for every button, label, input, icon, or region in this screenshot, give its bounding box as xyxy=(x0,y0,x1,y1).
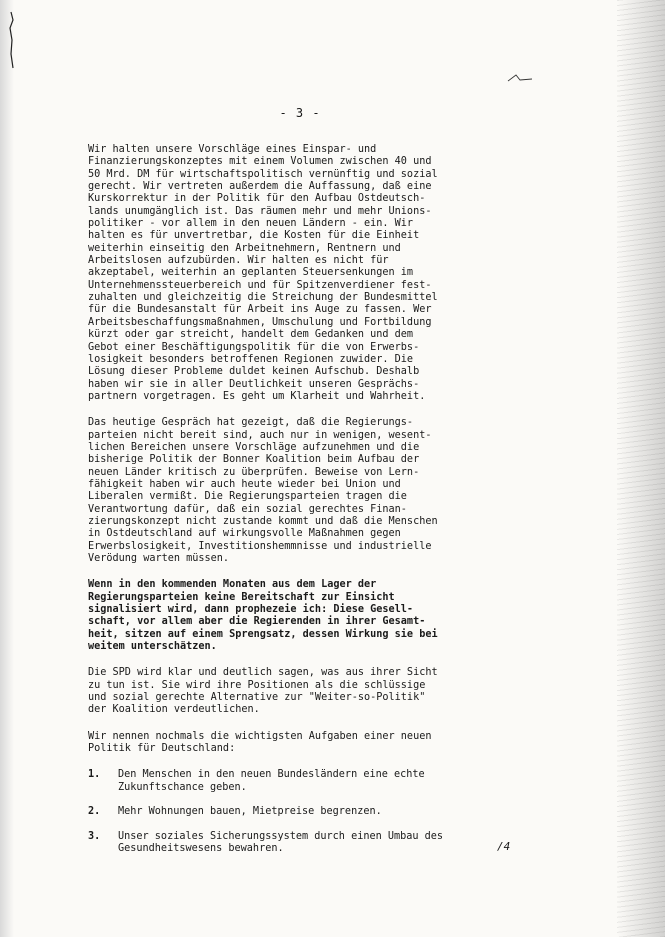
paragraph: Das heutige Gespräch hat gezeigt, daß die Regierungs- parteien nicht bereit sind, auch nur in wenigen, wesent- lichen Bereichen unsere Vorschläge aufzunehmen und die bisherige Politik der Bonner Koalition beim Aufbau der neuen Länder kritisch zu überprüfen. Beweise von Lern- fähigkeit haben wir auch heute wieder bei Union und Liberalen vermißt. Die Regierungsparteien tragen die Verantwortung dafür, daß ein sozial gerechtes Finan- zierungskonzept nicht zustande kommt und daß die Menschen in Ostdeutschland auf wirkungsvolle Maßnahmen gegen Erwerbslosigkeit, Investitionshemmnisse und industrielle Verödung warten müssen. xyxy=(88,417,438,564)
scan-shadow-right xyxy=(617,0,665,937)
list-item-text: Mehr Wohnungen bauen, Mietpreise begrenzen. xyxy=(118,806,382,818)
list-number: 1. xyxy=(88,769,101,781)
continuation-marker: /4 xyxy=(497,840,511,853)
list-intro-paragraph: Wir nennen nochmals die wichtigsten Aufgaben einer neuen Politik für Deutschland: xyxy=(88,730,432,755)
list-item-text: Unser soziales Sicherungssystem durch einen Umbau des Gesundheitswesens bewahren. xyxy=(118,830,444,854)
page-number: - 3 - xyxy=(279,106,321,120)
stray-pen-mark xyxy=(506,72,534,84)
paragraph: Die SPD wird klar und deutlich sagen, was aus ihrer Sicht zu tun ist. Sie wird ihre Positionen als die schlüssige und sozial gerechte Alternative zur "Weiter-so-Politik" der Koalition verdeutlichen. xyxy=(88,667,438,716)
list-item xyxy=(88,769,508,794)
numbered-list xyxy=(88,769,511,855)
letter-body xyxy=(88,144,511,867)
list-number: 2. xyxy=(88,806,101,818)
scan-corner-mark xyxy=(4,10,18,70)
list-item xyxy=(88,830,511,856)
emphasized-paragraph: Wenn in den kommenden Monaten aus dem Lager der Regierungsparteien keine Bereitschaft zur Einsicht signalisiert wird, dann prophezeie ich: Diese Gesell- schaft, vor allem aber die Regierenden in ihrer Gesamt- heit, sitzen auf einem Sprengsatz, dessen Wirkung sie bei weitem unterschätzen. xyxy=(88,579,438,653)
paragraph: Wir halten unsere Vorschläge eines Einspar- und Finanzierungskonzeptes mit einem Volumen zwischen 40 und 50 Mrd. DM für wirtschaftspolitisch vernünftig und sozial gerecht. Wir vertreten außerdem die Auffassung, daß eine Kurskorrektur in der Politik für den Aufbau Ostdeutsch- lands unumgänglich ist. Das räumen mehr und mehr Unions- politiker - vor allem in den neuen Ländern - ein. Wir halten es für unvertretbar, die Kosten für die Einheit weiterhin einseitig den Arbeitnehmern, Rentnern und Arbeitslosen aufzubürden. Wir halten es nicht für akzeptabel, weiterhin an geplanten Steuersenkungen im Unternehmenssteuerbereich und für Spitzenverdiener fest- zuhalten und gleichzeitig die Streichung der Bundesmittel für die Bundesanstalt für Arbeit ins Auge zu fassen. Wer Arbeitsbeschaffungsmaßnahmen, Umschulung und Fortbildung kürzt oder gar streicht, handelt dem Gedanken und dem Gebot einer Beschäftigungspolitik für die von Erwerbs- losigkeit besonders betroffenen Regionen zuwider. Die Lösung dieser Probleme duldet keinen Aufschub. Deshalb haben wir sie in aller Deutlichkeit unseren Gesprächs- partnern vorgetragen. Es geht um Klarheit und Wahrheit. xyxy=(88,144,438,402)
list-number: 3. xyxy=(88,830,101,842)
scan-shadow-left xyxy=(0,0,14,937)
list-item xyxy=(88,806,508,818)
list-item-text: Den Menschen in den neuen Bundesländern eine echte Zukunftschance geben. xyxy=(118,769,425,793)
